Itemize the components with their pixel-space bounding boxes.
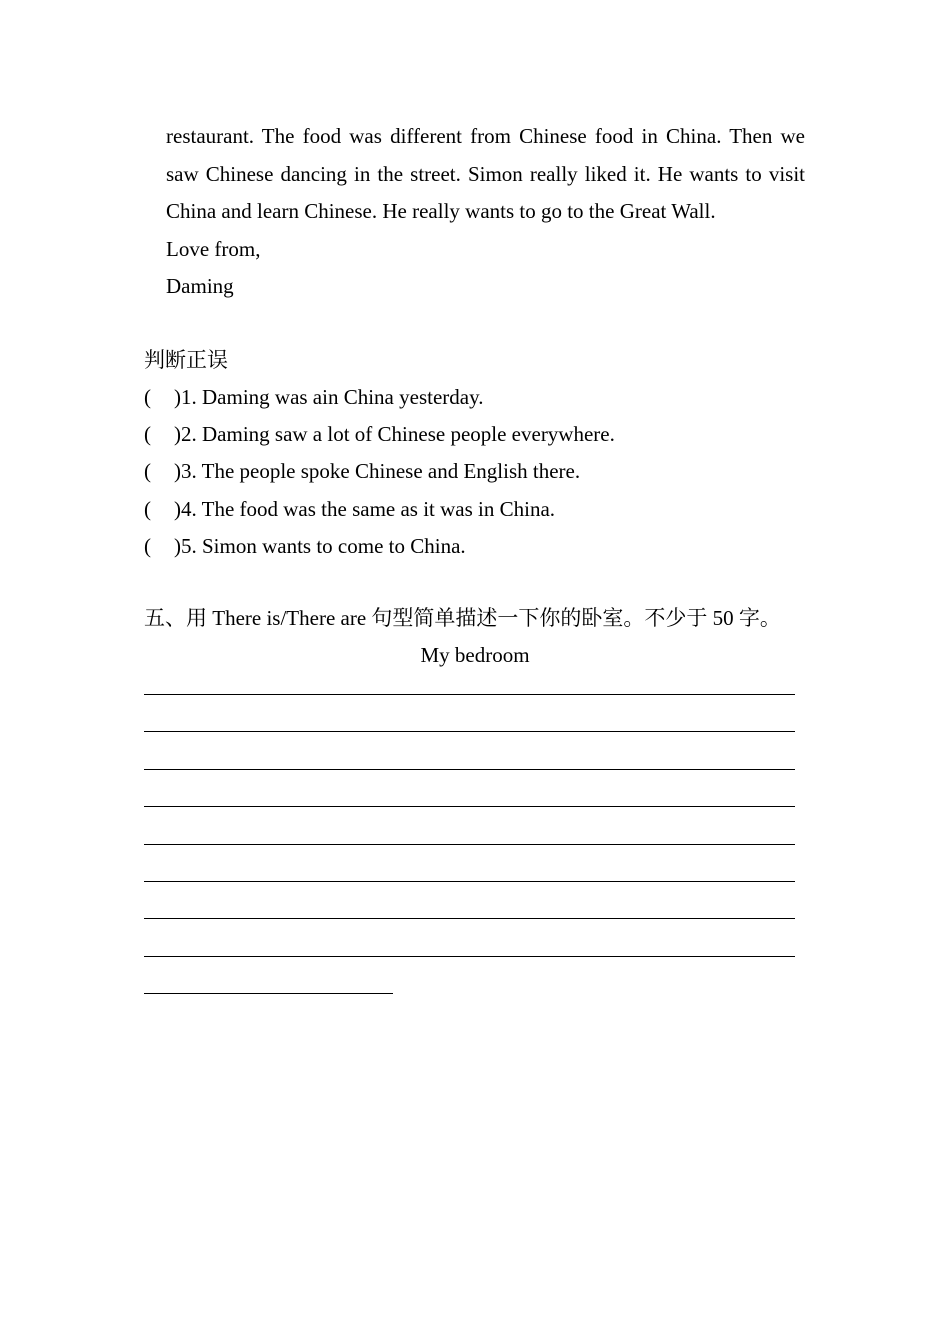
answer-line[interactable] xyxy=(144,844,795,845)
answer-line[interactable] xyxy=(144,731,795,732)
true-false-item xyxy=(144,453,824,490)
statement-text: )3. The people spoke Chinese and English there. xyxy=(174,459,581,484)
letter-text xyxy=(166,118,805,306)
statement-text: )5. Simon wants to come to China. xyxy=(174,533,466,558)
letter-paragraph: restaurant. The food was different from Chinese food in China. Then we saw Chinese dancing in the street. Simon really liked it. He wants to visit China and learn Chinese. He really wants to go to the Great Wall. xyxy=(166,124,805,223)
answer-line[interactable] xyxy=(144,694,795,695)
letter-closing: Love from, xyxy=(166,236,261,261)
true-false-item xyxy=(144,379,824,416)
answer-line[interactable] xyxy=(144,993,393,994)
answer-paren: ( xyxy=(144,385,151,409)
answer-paren: ( xyxy=(144,422,151,447)
answer-paren: ( xyxy=(144,533,151,558)
statement-text: )2. Daming saw a lot of Chinese people everywhere. xyxy=(174,422,615,447)
statement-text: )1. Daming was ain China yesterday. xyxy=(174,385,484,409)
true-false-item xyxy=(144,416,824,453)
true-false-list xyxy=(144,379,824,565)
answer-line[interactable] xyxy=(144,918,795,919)
answer-paren: ( xyxy=(144,496,151,521)
answer-line[interactable] xyxy=(144,881,795,882)
answer-line[interactable] xyxy=(144,956,795,957)
answer-paren: ( xyxy=(144,459,151,484)
answer-line[interactable] xyxy=(144,769,795,770)
letter-signature: Daming xyxy=(166,274,234,298)
true-false-item xyxy=(144,528,824,565)
true-false-item xyxy=(144,491,824,528)
writing-instruction: 五、用 There is/There are 句型简单描述一下你的卧室。不少于 50 字。 xyxy=(144,606,781,630)
true-false-heading: 判断正误 xyxy=(144,348,228,372)
statement-text: )4. The food was the same as it was in China. xyxy=(174,496,556,521)
writing-title: My bedroom xyxy=(420,643,530,667)
answer-line[interactable] xyxy=(144,806,795,807)
